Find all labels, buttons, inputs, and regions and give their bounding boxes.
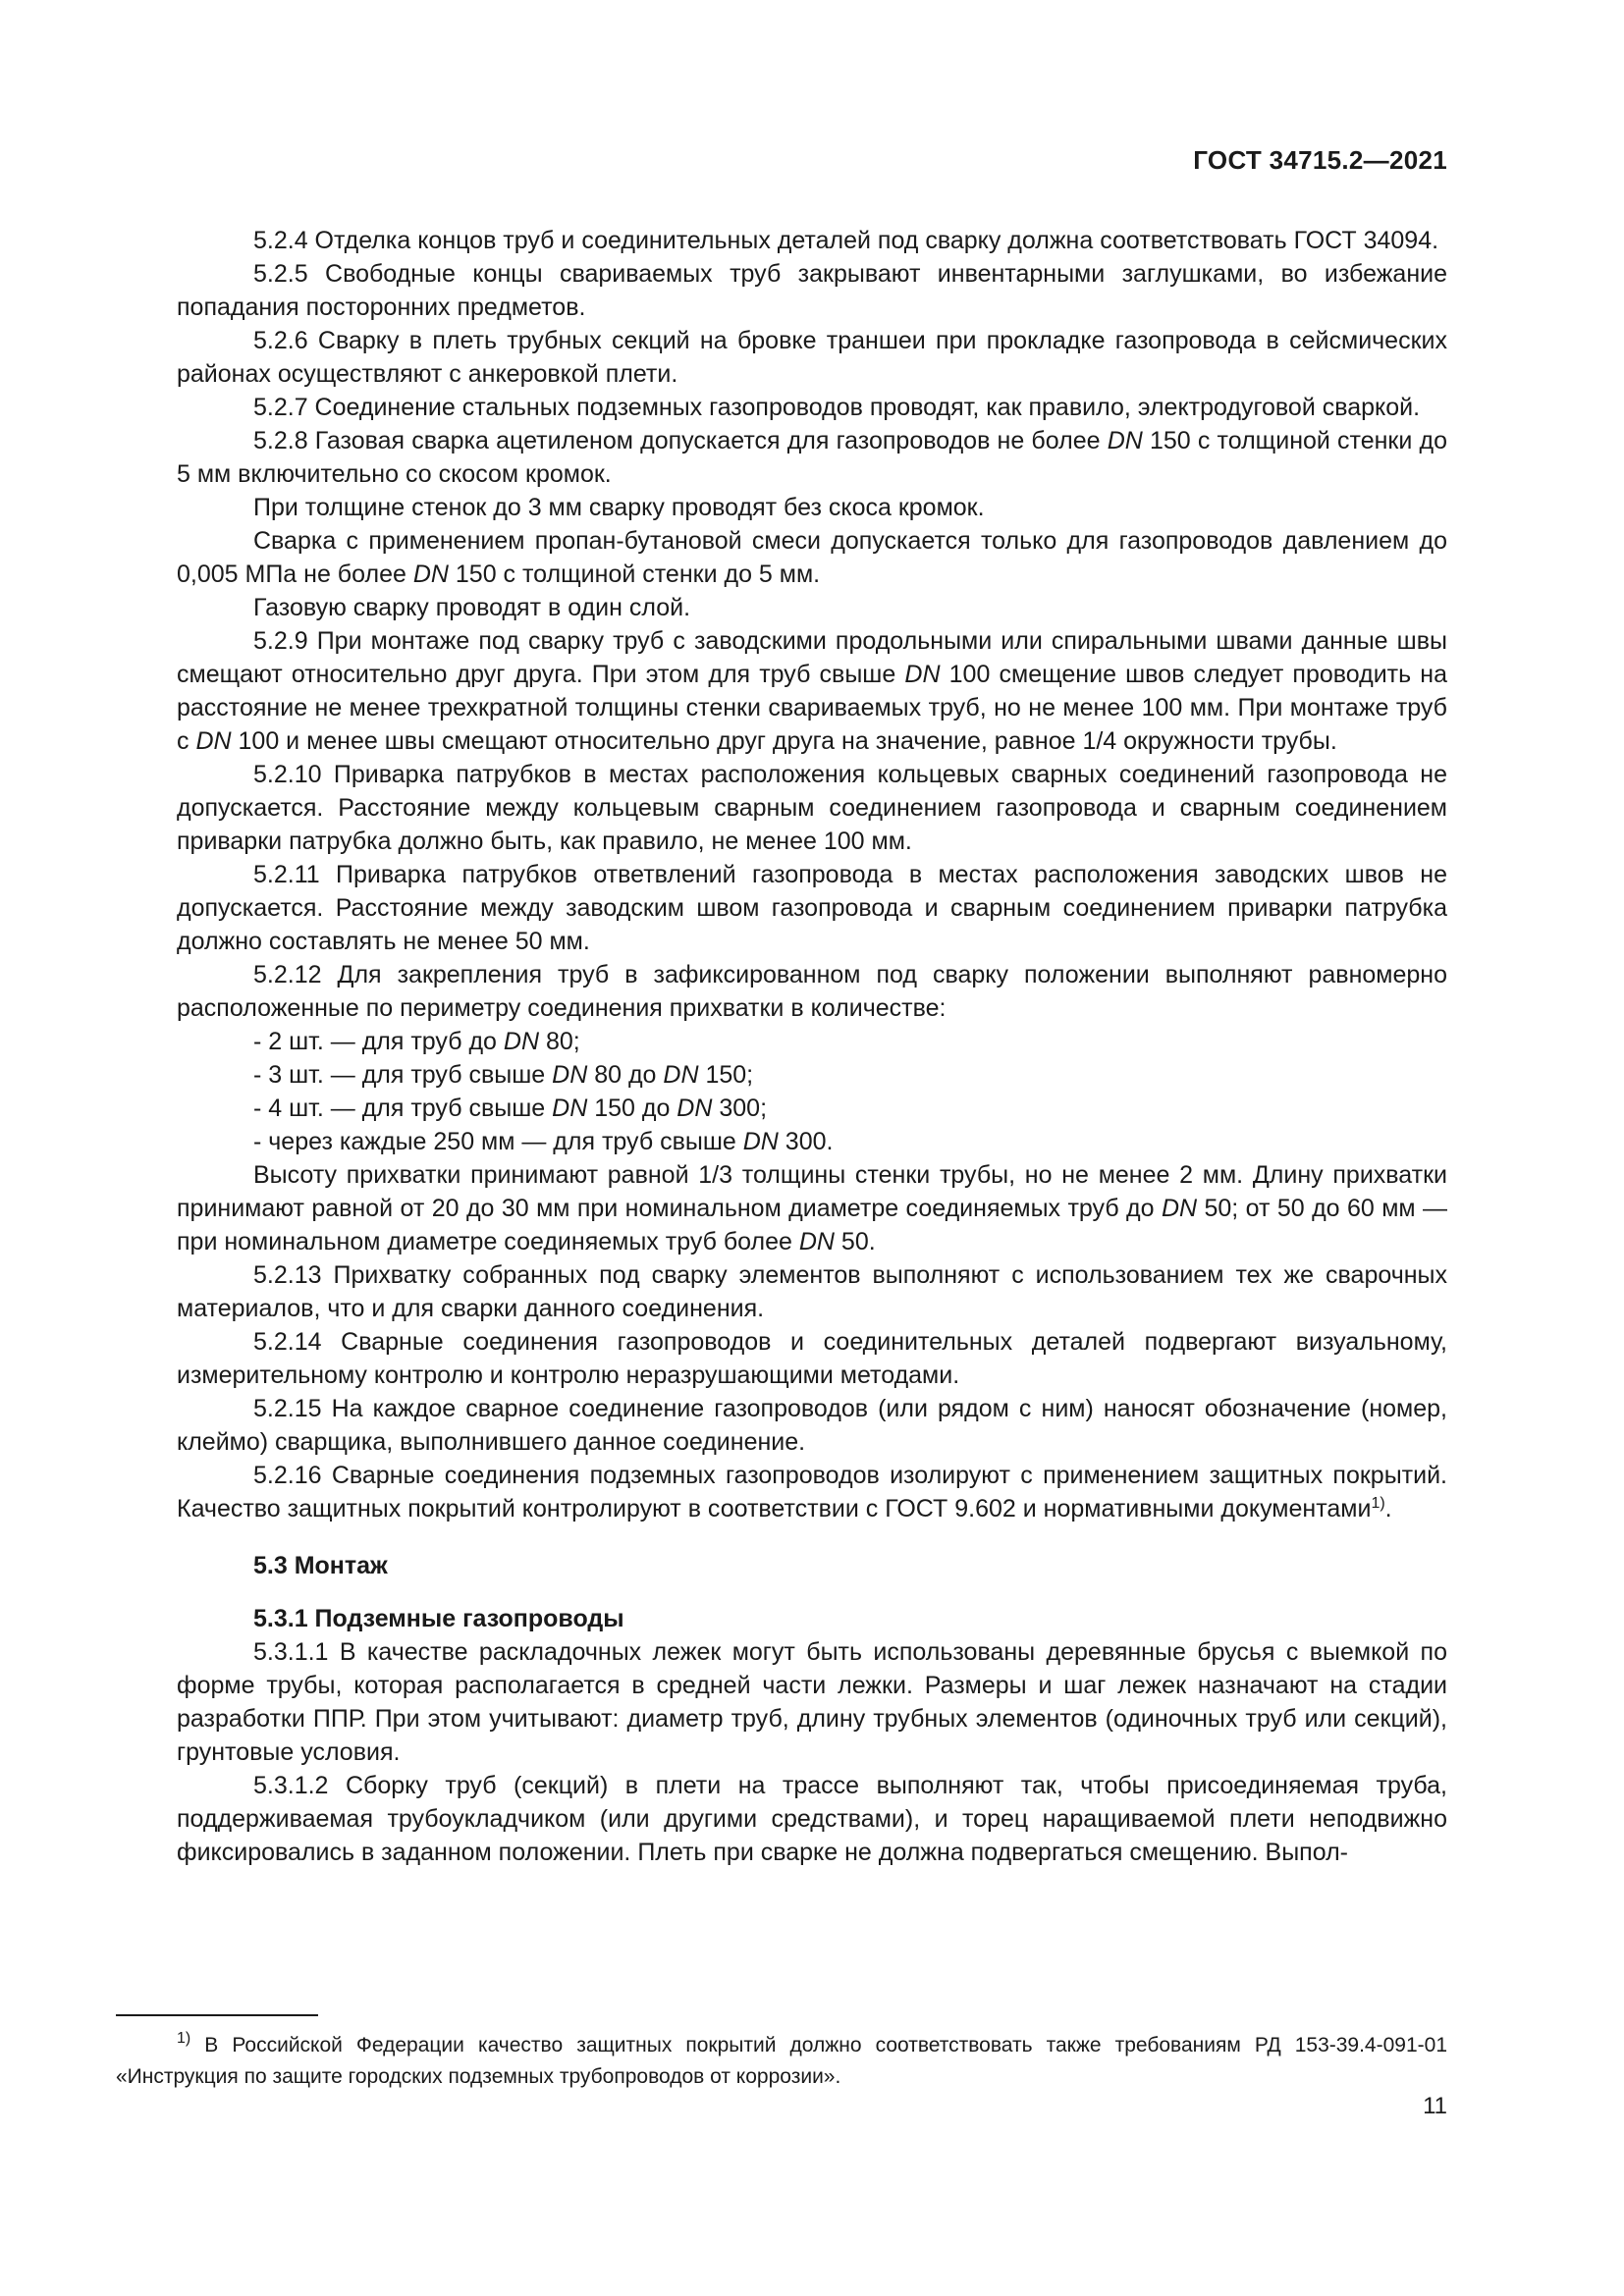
clause-5-2-8-para-4: Газовую сварку проводят в один слой. (253, 594, 691, 621)
footnote-divider (116, 2014, 318, 2016)
clause-5-2-8: 5.2.8 Газовая сварка ацетиленом допускается для газопроводов не более DN 150 с толщиной стенки до 5 мм включительно со скосом кромок. (177, 427, 1447, 488)
clause-5-2-5: 5.2.5 Свободные концы свариваемых труб закрывают инвентарными заглушками, во избежание попадания посторонних предметов. (177, 260, 1447, 321)
clause-5-3-1-1: 5.3.1.1 В качестве раскладочных лежек могут быть использованы деревянные брусья с выемкой по форме трубы, которая располагается в средней части лежки. Размеры и шаг лежек назначают на стадии разработки ППР. При этом учитывают: диаметр труб, длину трубных элементов (одиночных труб или секций), грунтовые условия. (177, 1638, 1447, 1766)
clause-5-2-8-para-3: Сварка с применением пропан-бутановой смеси допускается только для газопроводов давлением до 0,005 МПа не более DN 150 с толщиной стенки до 5 мм. (177, 527, 1447, 588)
subsection-heading-5-3-1: 5.3.1 Подземные газопроводы (253, 1605, 624, 1632)
footnote-reference: 1) (1371, 1495, 1385, 1512)
list-item: - 2 шт. — для труб до DN 80; (253, 1028, 580, 1055)
dn-symbol: DN (1161, 1195, 1198, 1222)
footnote-mark: 1) (177, 2030, 191, 2047)
clause-5-2-8-para-2: При толщине стенок до 3 мм сварку проводят без скоса кромок. (253, 494, 985, 521)
dn-symbol: DN (195, 727, 232, 755)
clause-5-2-9: 5.2.9 При монтаже под сварку труб с заводскими продольными или спиральными швами данные швы смещают относительно друг друга. При этом для труб свыше DN 100 смещение швов следует проводить на расстояние не менее трехкратной толщины стенки свариваемых труб, но не менее 100 мм. При монтаже труб с DN 100 и менее швы смещают относительно друг друга на значение, равное 1/4 окружности трубы. (177, 627, 1447, 755)
page-number: 11 (1423, 2093, 1447, 2119)
clause-5-3-1-2: 5.3.1.2 Сборку труб (секций) в плети на трассе выполняют так, чтобы присоединяемая труба, поддерживаемая трубоукладчиком (или другими средствами), и торец наращиваемой плети неподвижно фиксировались в заданном положении. Плеть при сварке не должна подвергаться смещению. Выпол- (177, 1772, 1447, 1866)
dn-symbol: DN (552, 1061, 588, 1089)
dn-symbol: DN (503, 1028, 540, 1055)
clause-5-2-10: 5.2.10 Приварка патрубков в местах расположения кольцевых сварных соединений газопровода не допускается. Расстояние между кольцевым сварным соединением газопровода и сварным соединением приварки патрубка должно быть, как правило, не менее 100 мм. (177, 761, 1447, 855)
clause-5-2-12: 5.2.12 Для закрепления труб в зафиксированном под сварку положении выполняют равномерно расположенные по периметру соединения прихватки в количестве: (177, 961, 1447, 1022)
dn-symbol: DN (552, 1095, 588, 1122)
clause-5-2-13: 5.2.13 Прихватку собранных под сварку элементов выполняют с использованием тех же сварочных материалов, что и для сварки данного соединения. (177, 1261, 1447, 1322)
section-heading-5-3: 5.3 Монтаж (253, 1552, 388, 1579)
dn-symbol: DN (1107, 427, 1143, 454)
list-item: - через каждые 250 мм — для труб свыше DN 300. (253, 1128, 834, 1155)
clause-5-2-6: 5.2.6 Сварку в плеть трубных секций на бровке траншеи при прокладке газопровода в сейсмических районах осуществляют с анкеровкой плети. (177, 327, 1447, 388)
clause-5-2-16: 5.2.16 Сварные соединения подземных газопроводов изолируют с применением защитных покрытий. Качество защитных покрытий контролируют в соответствии с ГОСТ 9.602 и нормативными документами$^{1)}$. (177, 1462, 1447, 1522)
main-text (177, 224, 1447, 1869)
dn-symbol: DN (742, 1128, 779, 1155)
dn-symbol: DN (412, 561, 449, 588)
clause-5-2-12-para-2: Высоту прихватки принимают равной 1/3 толщины стенки трубы, но не менее 2 мм. Длину прихватки принимают равной от 20 до 30 мм при номинальном диаметре соединяемых труб до DN 50; от 50 до 60 мм — при номинальном диаметре соединяемых труб более DN 50. (177, 1161, 1447, 1255)
dn-symbol: DN (798, 1228, 835, 1255)
clause-5-2-4: 5.2.4 Отделка концов труб и соединительных деталей под сварку должна соответствовать ГОСТ 34094. (253, 227, 1439, 254)
dn-symbol: DN (663, 1061, 699, 1089)
clause-5-2-14: 5.2.14 Сварные соединения газопроводов и соединительных деталей подвергают визуальному, измерительному контролю и контролю неразрушающими методами. (177, 1328, 1447, 1389)
dn-symbol: DN (904, 661, 941, 688)
footnote (116, 2030, 1447, 2093)
clause-5-2-7: 5.2.7 Соединение стальных подземных газопроводов проводят, как правило, электродуговой сваркой. (253, 394, 1421, 421)
list-item: - 3 шт. — для труб свыше DN 80 до DN 150; (253, 1061, 754, 1089)
clause-5-2-15: 5.2.15 На каждое сварное соединение газопроводов (или рядом с ним) наносят обозначение (номер, клеймо) сварщика, выполнившего данное соединение. (177, 1395, 1447, 1456)
clause-5-2-11: 5.2.11 Приварка патрубков ответвлений газопровода в местах расположения заводских швов не допускается. Расстояние между заводским швом газопровода и сварным соединением приварки патрубка должно составлять не менее 50 мм. (177, 861, 1447, 955)
footnote-text: В Российской Федерации качество защитных покрытий должно соответствовать также требованиям РД 153-39.4-091-01 «Инструкция по защите городских подземных трубопроводов от коррозии». (116, 2034, 1447, 2088)
list-item: - 4 шт. — для труб свыше DN 150 до DN 300; (253, 1095, 768, 1122)
dn-symbol: DN (677, 1095, 713, 1122)
document-id-header: ГОСТ 34715.2—2021 (1193, 145, 1447, 175)
